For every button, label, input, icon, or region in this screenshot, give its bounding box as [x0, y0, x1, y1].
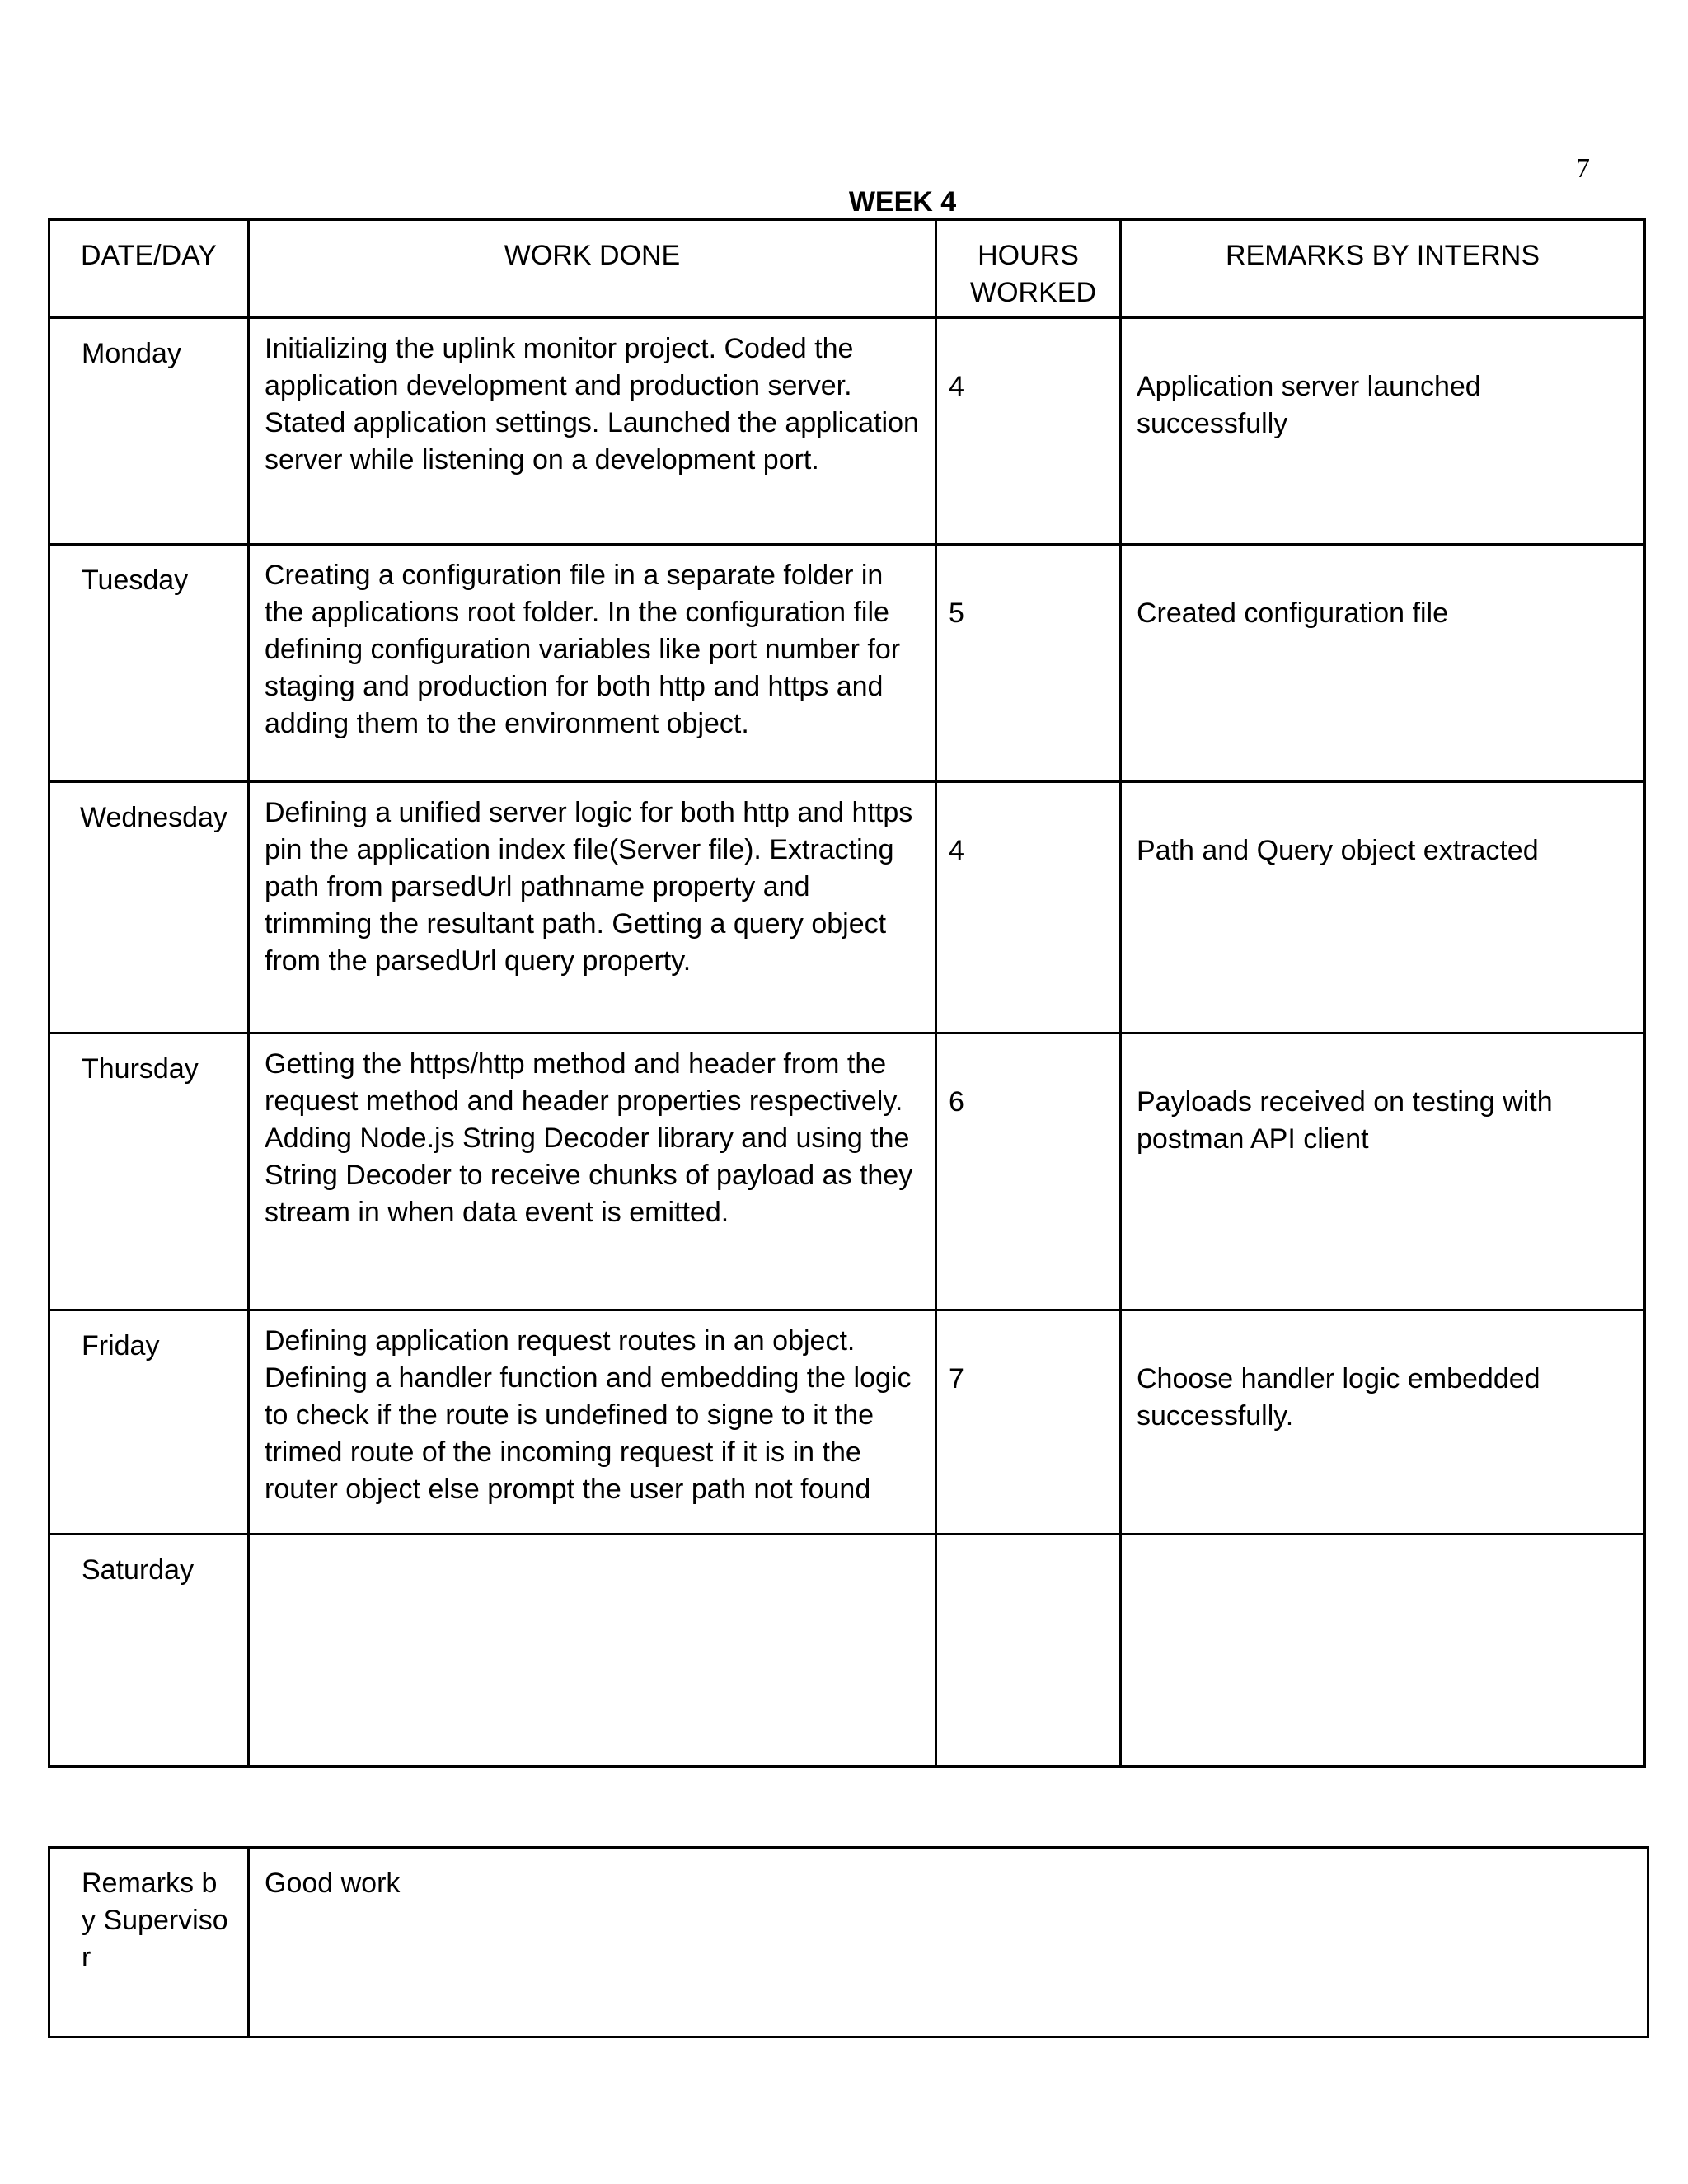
- supervisor-remark: Good work: [249, 1848, 1648, 2037]
- header-remarks: REMARKS BY INTERNS: [1121, 220, 1645, 318]
- table-header-row: [49, 220, 1645, 318]
- work-done-cell: Initializing the uplink monitor project. Coded the application development and production server. Stated application settings. Launched the application server while listening on a development port.: [249, 318, 936, 545]
- hours-cell: 4: [936, 318, 1121, 545]
- table-row: [49, 1310, 1645, 1535]
- work-done-cell: Defining a unified server logic for both http and https pin the application index file(Server file). Extracting path from parsedUrl pathname property and trimming the resultant path. Getting a query object from the parsedUrl query property.: [249, 782, 936, 1033]
- hours-cell: 7: [936, 1310, 1121, 1535]
- page-number: 7: [1576, 153, 1590, 184]
- work-done-cell: Defining application request routes in an object. Defining a handler function and embedding the logic to check if the route is undefined to signe to it the trimed route of the incoming request if it is in the router object else prompt the user path not found: [249, 1310, 936, 1535]
- table-row: [49, 545, 1645, 782]
- remark-cell: Choose handler logic embedded successfully.: [1121, 1310, 1645, 1535]
- day-cell: Friday: [49, 1310, 249, 1535]
- weekly-log-table: [48, 218, 1646, 1768]
- day-cell: Saturday: [49, 1535, 249, 1767]
- table-row: [49, 1535, 1645, 1767]
- table-row: [49, 782, 1645, 1033]
- hours-cell: 5: [936, 545, 1121, 782]
- work-done-cell: Getting the https/http method and header from the request method and header properties respectively. Adding Node.js String Decoder library and using the String Decoder to receive chunks of payload as they stream in when data event is emitted.: [249, 1033, 936, 1310]
- remark-cell: Path and Query object extracted: [1121, 782, 1645, 1033]
- week-title: WEEK 4: [848, 186, 957, 218]
- day-cell: Monday: [49, 318, 249, 545]
- table-row: [49, 1033, 1645, 1310]
- remark-cell: Created configuration file: [1121, 545, 1645, 782]
- hours-cell: 4: [936, 782, 1121, 1033]
- work-done-cell: [249, 1535, 936, 1767]
- remark-cell: Payloads received on testing with postman API client: [1121, 1033, 1645, 1310]
- header-date-day: DATE/DAY: [49, 220, 249, 318]
- header-hours-worked: HOURS WORKED: [936, 220, 1121, 318]
- table-row: [49, 318, 1645, 545]
- hours-cell: 6: [936, 1033, 1121, 1310]
- supervisor-label: Remarks by Supervisor: [49, 1848, 249, 2037]
- remark-cell: [1121, 1535, 1645, 1767]
- day-cell: Thursday: [49, 1033, 249, 1310]
- supervisor-remarks-table: [48, 1846, 1649, 2038]
- day-cell: Tuesday: [49, 545, 249, 782]
- header-work-done: WORK DONE: [249, 220, 936, 318]
- hours-cell: [936, 1535, 1121, 1767]
- work-done-cell: Creating a configuration file in a separate folder in the applications root folder. In the configuration file defining configuration variables like port number for staging and production for both http and https and adding them to the environment object.: [249, 545, 936, 782]
- supervisor-row: [49, 1848, 1648, 2037]
- day-cell: Wednesday: [49, 782, 249, 1033]
- remark-cell: Application server launched successfully: [1121, 318, 1645, 545]
